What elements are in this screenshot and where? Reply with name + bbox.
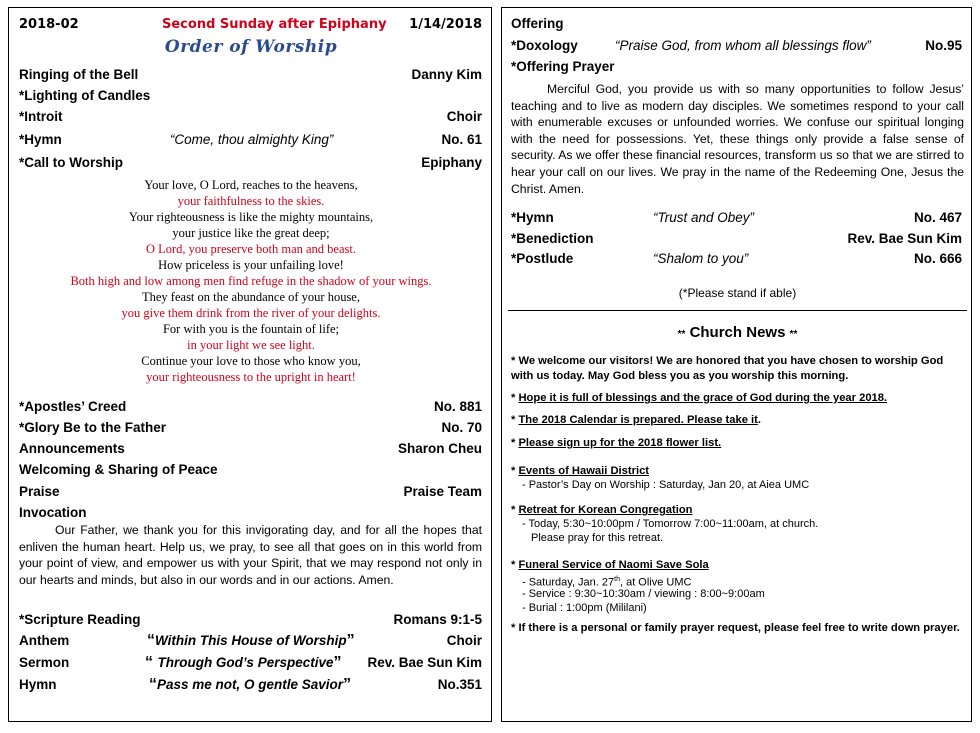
news-retreat: * Retreat for Korean Congregation	[511, 504, 693, 516]
order-right: No. 467	[913, 210, 962, 225]
order-label: *Lighting of Candles	[19, 88, 151, 103]
news-retreat-detail: - Today, 5:30~10:00pm / Tomorrow 7:00~11:00am, at church.	[522, 518, 819, 530]
psalm-line: your justice like the great deep;	[172, 226, 330, 240]
news-flower: * Please sign up for the 2018 flower list.	[511, 437, 722, 449]
psalm-line: Your righteousness is like the mighty mountains,	[128, 210, 374, 224]
order-right: Choir	[446, 109, 482, 124]
sunday-name: Second Sunday after Epiphany	[162, 17, 387, 32]
psalm-line: How priceless is your unfailing love!	[158, 258, 344, 272]
news-funeral-detail: - Saturday, Jan. 27th, at Olive UMC	[522, 576, 692, 589]
order-right: Praise Team	[403, 484, 482, 499]
order-item	[511, 210, 962, 225]
order-label: Ringing of the Bell	[19, 67, 139, 82]
psalm-line: O Lord, you preserve both man and beast.	[145, 242, 356, 256]
offering-prayer-heading: *Offering Prayer	[511, 59, 615, 74]
news-funeral: * Funeral Service of Naomi Save Sola	[511, 559, 709, 571]
psalm-line: They feast on the abundance of your house,	[142, 290, 360, 304]
order-label: *Scripture Reading	[19, 612, 141, 627]
news-prayer-request: * If there is a personal or family prayer request, please feel free to write down prayer.	[511, 622, 960, 634]
psalm-line: Continue your love to those who know you,	[141, 354, 361, 368]
order-middle: “Within This House of Worship”	[147, 632, 355, 649]
order-middle: “Praise God, from whom all blessings flow”	[615, 38, 871, 53]
offering-prayer-text	[511, 81, 964, 197]
order-right: Rev. Bae Sun Kim	[367, 655, 482, 670]
order-right: Romans 9:1-5	[393, 612, 482, 627]
psalm-line: your faithfulness to the skies.	[177, 194, 325, 208]
order-middle: “ Through God’s Perspective”	[145, 654, 342, 671]
news-hope: * Hope it is full of blessings and the grace of God during the year 2018.	[511, 392, 888, 404]
page-title: Order of Worship	[164, 37, 338, 57]
hymn-row	[19, 676, 482, 694]
news-events: * Events of Hawaii District	[511, 465, 650, 477]
order-label: *Hymn	[511, 210, 554, 225]
order-item	[19, 155, 482, 170]
order-label: Welcoming & Sharing of Peace	[19, 462, 218, 477]
order-item	[19, 484, 482, 499]
order-right: No.351	[437, 677, 482, 692]
psalm-line: you give them drink from the river of your delights.	[121, 306, 381, 320]
order-item	[19, 109, 482, 124]
news-funeral-detail: - Burial : 1:00pm (Mililani)	[522, 602, 647, 614]
order-item	[19, 67, 482, 82]
order-item	[19, 462, 482, 477]
order-item	[19, 420, 482, 435]
order-label: Sermon	[19, 655, 70, 670]
order-item	[19, 88, 482, 103]
order-right: No. 666	[913, 251, 962, 266]
order-label: *Postlude	[511, 251, 574, 266]
order-item	[511, 251, 962, 266]
order-right: Sharon Cheu	[397, 441, 482, 456]
order-right: No.95	[925, 38, 962, 53]
psalm-line: in your light we see light.	[187, 338, 315, 352]
order-label: Praise	[19, 484, 60, 499]
anthem-row	[19, 632, 482, 650]
scripture-row	[19, 612, 482, 627]
order-label: Announcements	[19, 441, 125, 456]
right-panel	[501, 7, 972, 722]
news-events-detail: - Pastor’s Day on Worship : Saturday, Jan 20, at Aiea UMC	[522, 479, 810, 491]
order-right: No. 61	[441, 132, 482, 147]
order-right: Rev. Bae Sun Kim	[847, 231, 962, 246]
psalm-line: Your love, O Lord, reaches to the heavens,	[144, 178, 358, 192]
psalm-line: For with you is the fountain of life;	[162, 322, 340, 336]
news-welcome: * We welcome our visitors! We are honored that you have chosen to worship God with us today. May God bless you as you worship this morning.	[511, 355, 944, 382]
order-item	[19, 399, 482, 414]
order-right: No. 881	[433, 399, 482, 414]
offering-prayer-body: Merciful God, you provide us with so many opportunities to follow Jesus’ teaching and to live as modern day disciples. We sometimes respond to your call with enumerable excuses or unfounded worries. We confuse our spiritual longing with the need for possessions. Yet, these things only provide a false sense of security. As we offer these financial resources, transform us so that we are stirred to hear your call on our lives. We pray in the name of the Redeeming One, Jesus the Christ. Amen.	[511, 82, 964, 196]
offering-heading: Offering	[511, 16, 564, 31]
news-funeral-detail: - Service : 9:30~10:30am / viewing : 8:00~9:00am	[522, 588, 765, 600]
bulletin-code: 2018-02	[19, 17, 79, 32]
news-retreat-detail: Please pray for this retreat.	[531, 532, 664, 544]
order-right: Danny Kim	[411, 67, 482, 82]
sermon-row	[19, 654, 482, 672]
order-label: *Introit	[19, 109, 63, 124]
invocation-text	[19, 522, 482, 588]
order-label: *Benediction	[511, 231, 594, 246]
order-label: *Apostles’ Creed	[19, 399, 127, 414]
order-item	[19, 132, 482, 147]
church-news-title: ** Church News **	[677, 324, 798, 341]
doxology-row	[511, 38, 962, 53]
order-label: Invocation	[19, 505, 87, 520]
order-item	[19, 505, 482, 520]
order-right: No. 70	[441, 420, 482, 435]
order-label: *Call to Worship	[19, 155, 124, 170]
psalm-line: Both high and low among men find refuge in the shadow of your wings.	[70, 274, 432, 288]
order-label: Hymn	[19, 677, 57, 692]
invocation-body: Our Father, we thank you for this invigorating day, and for all the hopes that enliven the human heart. Help us, we pray, to see all that goes on in this world from your point of view, and empower us with your Spirit, that we may respond not only in our hearts and minds, but also in our words and in our actions. Amen.	[19, 523, 482, 587]
bulletin-date: 1/14/2018	[409, 17, 482, 32]
section-divider	[508, 310, 967, 311]
order-label: Anthem	[19, 633, 70, 648]
order-label: *Glory Be to the Father	[19, 420, 167, 435]
order-item	[19, 441, 482, 456]
bulletin-header	[19, 17, 482, 35]
left-panel	[8, 7, 492, 722]
order-right: Epiphany	[421, 155, 482, 170]
order-middle: “Come, thou almighty King”	[169, 132, 334, 147]
order-middle: “Pass me not, O gentle Savior”	[149, 676, 352, 693]
order-item	[511, 231, 962, 246]
order-middle: “Shalom to you”	[653, 251, 749, 266]
order-middle: “Trust and Obey”	[653, 210, 755, 225]
psalm-line: your righteousness to the upright in heart!	[146, 370, 356, 384]
order-label: *Doxology	[511, 38, 578, 53]
stand-note: (*Please stand if able)	[678, 286, 797, 300]
news-calendar: * The 2018 Calendar is prepared. Please take it.	[511, 414, 761, 426]
order-right: Choir	[446, 633, 482, 648]
order-label: *Hymn	[19, 132, 62, 147]
